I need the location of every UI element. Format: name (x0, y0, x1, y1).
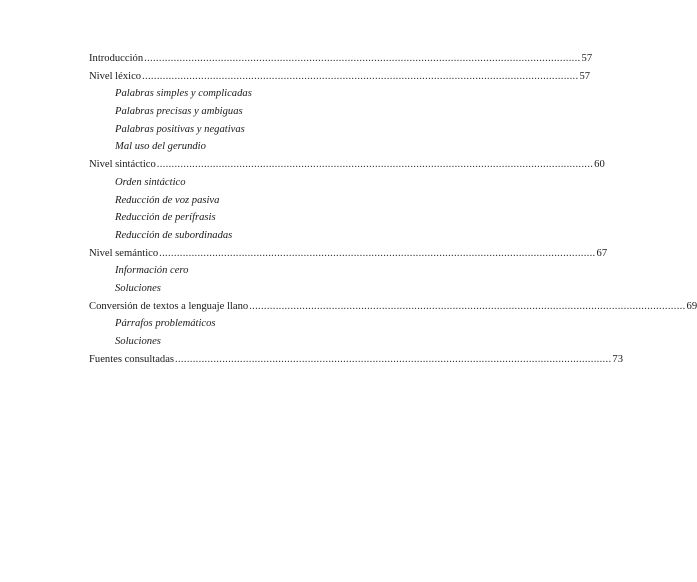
toc-subentry-soluciones[interactable]: Soluciones (115, 282, 161, 294)
toc-entry-nivel-sintactico[interactable] (89, 156, 605, 174)
toc-entry-introduccion[interactable] (89, 50, 593, 68)
toc-subentry-perifrasis[interactable]: Reducción de perífrasis (115, 212, 216, 224)
toc-page-number: 67 (596, 247, 608, 259)
toc-subentry-orden-sintactico[interactable]: Orden sintáctico (115, 176, 186, 188)
toc-page-number: 57 (581, 53, 593, 64)
toc-leader-dots: .................................................................................................................................................... (159, 247, 596, 259)
toc-page-number: 69 (686, 300, 697, 312)
toc-subentry-informacion-cero[interactable]: Información cero (115, 265, 189, 277)
toc-subentry-voz-pasiva[interactable]: Reducción de voz pasiva (115, 194, 220, 206)
toc-subentry-palabras-positivas[interactable]: Palabras positivas y negativas (115, 123, 245, 135)
toc-entry-fuentes-consultadas[interactable] (89, 351, 623, 369)
toc-subentry-subordinadas[interactable]: Reducción de subordinadas (115, 229, 233, 241)
toc-entry-nivel-semantico[interactable] (89, 245, 608, 263)
toc-entry-conversion-textos[interactable] (89, 298, 697, 316)
toc-entry-label: Nivel léxico (89, 70, 142, 82)
toc-page-number: 57 (579, 70, 591, 82)
toc-entry-nivel-lexico[interactable] (89, 68, 591, 86)
toc-page-number: 60 (594, 159, 605, 171)
toc-leader-dots: .................................................................................................................................................... (144, 53, 581, 64)
toc-leader-dots: .................................................................................................................................................... (249, 300, 686, 312)
toc-entry-label: Fuentes consultadas (89, 353, 175, 365)
table-of-contents (89, 50, 697, 368)
toc-entry-label: Conversión de textos a lenguaje llano (89, 300, 249, 312)
toc-subentry-palabras-precisas[interactable]: Palabras precisas y ambiguas (115, 106, 243, 118)
toc-entry-label: Introducción (89, 53, 144, 64)
toc-subentry-palabras-simples[interactable]: Palabras simples y complicadas (115, 88, 252, 100)
toc-page-number: 73 (612, 353, 623, 365)
toc-subentry-parrafos-problematicos[interactable]: Párrafos problemáticos (115, 318, 216, 330)
toc-leader-dots: .................................................................................................................................................... (175, 353, 612, 365)
toc-subentry-mal-uso-gerundio[interactable]: Mal uso del gerundio (115, 141, 206, 153)
toc-leader-dots: .................................................................................................................................................... (156, 159, 594, 171)
toc-entry-label: Nivel semántico (89, 247, 159, 259)
toc-subentry-soluciones[interactable]: Soluciones (115, 336, 161, 347)
toc-leader-dots: .................................................................................................................................................... (142, 70, 579, 82)
toc-entry-label: Nivel sintáctico (89, 159, 156, 171)
